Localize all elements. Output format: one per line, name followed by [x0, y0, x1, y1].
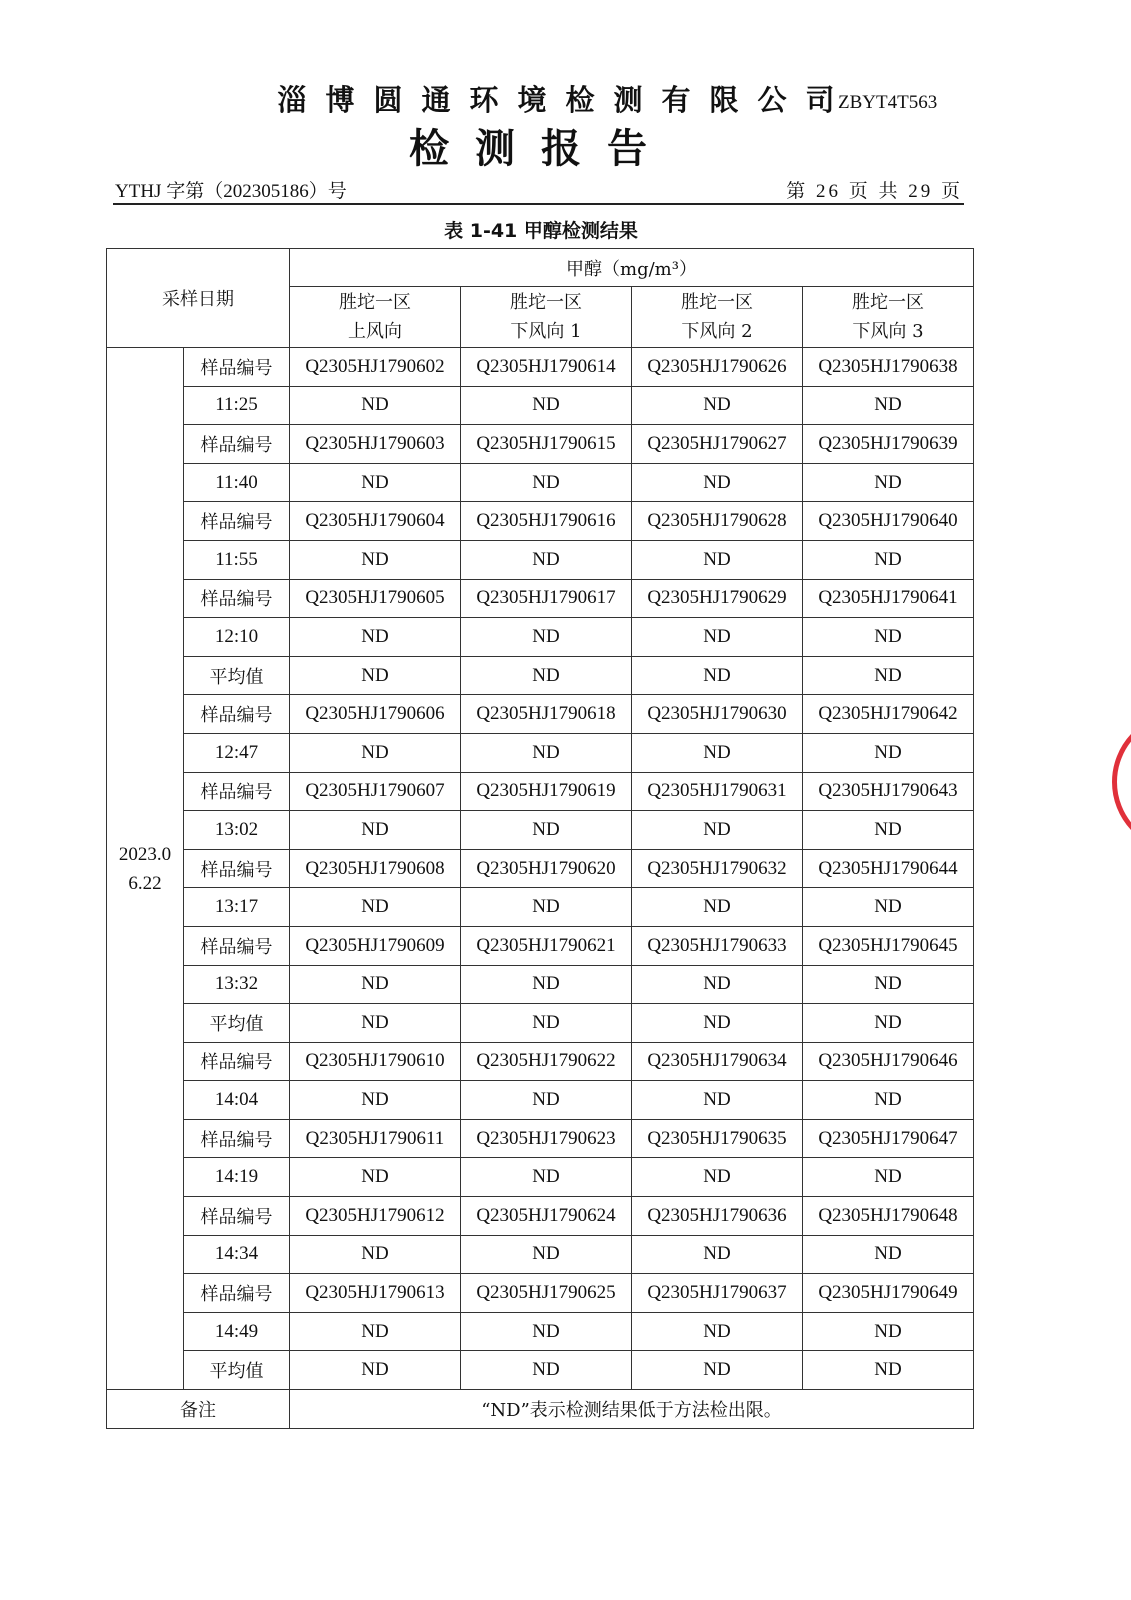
table-row	[107, 1004, 974, 1043]
result-cell: Q2305HJ1790616	[461, 502, 632, 541]
result-cell: Q2305HJ1790609	[290, 926, 461, 965]
table-row	[107, 1312, 974, 1351]
analyte-header: 甲醇（mg/m³）	[290, 249, 974, 287]
row-label: 样品编号	[184, 1119, 290, 1158]
result-cell: ND	[461, 1351, 632, 1390]
table-row	[107, 1081, 974, 1120]
result-cell: ND	[803, 965, 974, 1004]
result-cell: ND	[461, 386, 632, 425]
result-cell: Q2305HJ1790628	[632, 502, 803, 541]
seal-ring	[1112, 712, 1131, 852]
row-label: 12:10	[184, 618, 290, 657]
table-row	[107, 1197, 974, 1236]
table-row	[107, 463, 974, 502]
result-cell: Q2305HJ1790605	[290, 579, 461, 618]
table-row	[107, 502, 974, 541]
result-cell: ND	[632, 965, 803, 1004]
result-cell: ND	[803, 811, 974, 850]
table-row	[107, 811, 974, 850]
table-row	[107, 579, 974, 618]
table-row	[107, 965, 974, 1004]
result-cell: ND	[632, 1235, 803, 1274]
result-cell: ND	[632, 618, 803, 657]
table-row	[107, 1235, 974, 1274]
result-cell: Q2305HJ1790621	[461, 926, 632, 965]
result-cell: ND	[290, 965, 461, 1004]
row-label: 14:49	[184, 1312, 290, 1351]
table-row	[107, 695, 974, 734]
row-label: 13:32	[184, 965, 290, 1004]
column-header: 胜坨一区 上风向	[290, 287, 461, 348]
table-row	[107, 618, 974, 657]
result-cell: Q2305HJ1790632	[632, 849, 803, 888]
result-cell: ND	[803, 618, 974, 657]
result-cell: Q2305HJ1790642	[803, 695, 974, 734]
result-cell: Q2305HJ1790607	[290, 772, 461, 811]
result-cell: Q2305HJ1790606	[290, 695, 461, 734]
result-cell: Q2305HJ1790618	[461, 695, 632, 734]
result-cell: ND	[803, 656, 974, 695]
row-label: 样品编号	[184, 772, 290, 811]
table-row	[107, 425, 974, 464]
row-label: 13:17	[184, 888, 290, 927]
row-label: 样品编号	[184, 1274, 290, 1313]
result-cell: Q2305HJ1790613	[290, 1274, 461, 1313]
result-cell: ND	[290, 463, 461, 502]
row-label: 14:04	[184, 1081, 290, 1120]
result-cell: ND	[632, 811, 803, 850]
result-cell: ND	[632, 1158, 803, 1197]
header-row-1	[107, 249, 974, 287]
table-row	[107, 1351, 974, 1390]
result-cell: ND	[461, 1081, 632, 1120]
result-cell: ND	[461, 1235, 632, 1274]
result-cell: ND	[803, 1312, 974, 1351]
table-row	[107, 656, 974, 695]
remark-label: 备注	[107, 1390, 290, 1429]
result-cell: ND	[632, 656, 803, 695]
row-label: 样品编号	[184, 1042, 290, 1081]
result-cell: ND	[632, 1081, 803, 1120]
result-cell: ND	[461, 965, 632, 1004]
row-label: 样品编号	[184, 425, 290, 464]
result-cell: ND	[632, 386, 803, 425]
result-cell: Q2305HJ1790630	[632, 695, 803, 734]
result-cell: Q2305HJ1790604	[290, 502, 461, 541]
column-header: 胜坨一区 下风向 3	[803, 287, 974, 348]
report-reference-number: YTHJ 字第（202305186）号	[115, 181, 347, 202]
result-cell: Q2305HJ1790647	[803, 1119, 974, 1158]
result-cell: Q2305HJ1790629	[632, 579, 803, 618]
result-cell: ND	[461, 1312, 632, 1351]
result-cell: Q2305HJ1790614	[461, 348, 632, 387]
result-cell: ND	[803, 1004, 974, 1043]
result-cell: Q2305HJ1790645	[803, 926, 974, 965]
result-cell: Q2305HJ1790625	[461, 1274, 632, 1313]
result-cell: ND	[290, 1351, 461, 1390]
result-cell: Q2305HJ1790624	[461, 1197, 632, 1236]
result-cell: Q2305HJ1790633	[632, 926, 803, 965]
result-cell: Q2305HJ1790620	[461, 849, 632, 888]
result-cell: ND	[632, 1004, 803, 1043]
result-cell: ND	[632, 733, 803, 772]
result-cell: Q2305HJ1790603	[290, 425, 461, 464]
result-cell: ND	[290, 386, 461, 425]
row-label: 平均值	[184, 1004, 290, 1043]
table-row	[107, 1042, 974, 1081]
result-cell: Q2305HJ1790640	[803, 502, 974, 541]
sampling-date-header: 采样日期	[107, 249, 290, 348]
table-row	[107, 888, 974, 927]
result-cell: ND	[290, 1158, 461, 1197]
methanol-results-table	[106, 248, 974, 1429]
result-cell: Q2305HJ1790648	[803, 1197, 974, 1236]
result-cell: ND	[461, 1004, 632, 1043]
row-label: 11:25	[184, 386, 290, 425]
row-label: 11:40	[184, 463, 290, 502]
result-cell: ND	[803, 386, 974, 425]
result-cell: Q2305HJ1790615	[461, 425, 632, 464]
row-label: 样品编号	[184, 348, 290, 387]
table-row	[107, 348, 974, 387]
table-row	[107, 926, 974, 965]
result-cell: Q2305HJ1790623	[461, 1119, 632, 1158]
row-label: 11:55	[184, 540, 290, 579]
result-cell: Q2305HJ1790626	[632, 348, 803, 387]
result-cell: ND	[290, 1081, 461, 1120]
row-label: 样品编号	[184, 695, 290, 734]
result-cell: ND	[290, 1312, 461, 1351]
table-row	[107, 1274, 974, 1313]
result-cell: ND	[461, 618, 632, 657]
table-row	[107, 540, 974, 579]
result-cell: Q2305HJ1790622	[461, 1042, 632, 1081]
result-cell: ND	[803, 463, 974, 502]
row-label: 平均值	[184, 656, 290, 695]
result-cell: Q2305HJ1790612	[290, 1197, 461, 1236]
remark-text: “ND”表示检测结果低于方法检出限。	[290, 1390, 974, 1429]
result-cell: ND	[290, 1004, 461, 1043]
row-label: 14:19	[184, 1158, 290, 1197]
result-cell: Q2305HJ1790608	[290, 849, 461, 888]
result-cell: ND	[290, 888, 461, 927]
result-cell: ND	[632, 888, 803, 927]
result-cell: ND	[461, 811, 632, 850]
row-label: 14:34	[184, 1235, 290, 1274]
table-row	[107, 849, 974, 888]
row-label: 样品编号	[184, 1197, 290, 1236]
result-cell: ND	[290, 1235, 461, 1274]
result-cell: ND	[803, 1081, 974, 1120]
result-cell: Q2305HJ1790646	[803, 1042, 974, 1081]
red-seal-stamp	[1112, 712, 1131, 852]
result-cell: ND	[632, 1312, 803, 1351]
result-cell: Q2305HJ1790636	[632, 1197, 803, 1236]
column-header: 胜坨一区 下风向 1	[461, 287, 632, 348]
page-number: 第 26 页 共 29 页	[786, 181, 963, 202]
row-label: 13:02	[184, 811, 290, 850]
result-cell: ND	[290, 618, 461, 657]
document-code: ZBYT4T563	[838, 92, 938, 113]
result-cell: ND	[461, 733, 632, 772]
result-cell: ND	[461, 1158, 632, 1197]
header-divider	[113, 203, 964, 205]
table-row	[107, 733, 974, 772]
company-name: 淄博圆通环境检测有限公司	[277, 83, 854, 117]
result-cell: ND	[461, 540, 632, 579]
table-row	[107, 386, 974, 425]
row-label: 12:47	[184, 733, 290, 772]
result-cell: ND	[461, 888, 632, 927]
table-row	[107, 772, 974, 811]
result-cell: ND	[632, 1351, 803, 1390]
sampling-date-cell: 2023.06.22	[107, 348, 184, 1390]
result-cell: Q2305HJ1790649	[803, 1274, 974, 1313]
table-row	[107, 1119, 974, 1158]
result-cell: ND	[803, 540, 974, 579]
result-cell: Q2305HJ1790635	[632, 1119, 803, 1158]
row-label: 样品编号	[184, 502, 290, 541]
result-cell: Q2305HJ1790611	[290, 1119, 461, 1158]
table-row	[107, 1158, 974, 1197]
row-label: 样品编号	[184, 926, 290, 965]
column-header: 胜坨一区 下风向 2	[632, 287, 803, 348]
result-cell: Q2305HJ1790617	[461, 579, 632, 618]
result-cell: Q2305HJ1790639	[803, 425, 974, 464]
row-label: 样品编号	[184, 849, 290, 888]
result-cell: ND	[290, 811, 461, 850]
row-label: 平均值	[184, 1351, 290, 1390]
result-cell: Q2305HJ1790638	[803, 348, 974, 387]
result-cell: Q2305HJ1790637	[632, 1274, 803, 1313]
result-cell: Q2305HJ1790631	[632, 772, 803, 811]
result-cell: ND	[290, 656, 461, 695]
result-cell: ND	[290, 733, 461, 772]
result-cell: Q2305HJ1790643	[803, 772, 974, 811]
result-cell: Q2305HJ1790610	[290, 1042, 461, 1081]
result-cell: ND	[803, 1351, 974, 1390]
result-cell: ND	[803, 888, 974, 927]
result-cell: Q2305HJ1790602	[290, 348, 461, 387]
table-caption: 表 1-41 甲醇检测结果	[444, 220, 638, 242]
remark-row	[107, 1390, 974, 1429]
result-cell: ND	[803, 733, 974, 772]
result-cell: Q2305HJ1790644	[803, 849, 974, 888]
result-cell: Q2305HJ1790619	[461, 772, 632, 811]
result-cell: Q2305HJ1790634	[632, 1042, 803, 1081]
result-cell: ND	[632, 540, 803, 579]
row-label: 样品编号	[184, 579, 290, 618]
report-title: 检测报告	[409, 126, 673, 172]
result-cell: ND	[461, 463, 632, 502]
result-cell: ND	[803, 1235, 974, 1274]
result-cell: ND	[290, 540, 461, 579]
result-cell: ND	[803, 1158, 974, 1197]
result-cell: ND	[461, 656, 632, 695]
result-cell: Q2305HJ1790627	[632, 425, 803, 464]
result-cell: Q2305HJ1790641	[803, 579, 974, 618]
result-cell: ND	[632, 463, 803, 502]
